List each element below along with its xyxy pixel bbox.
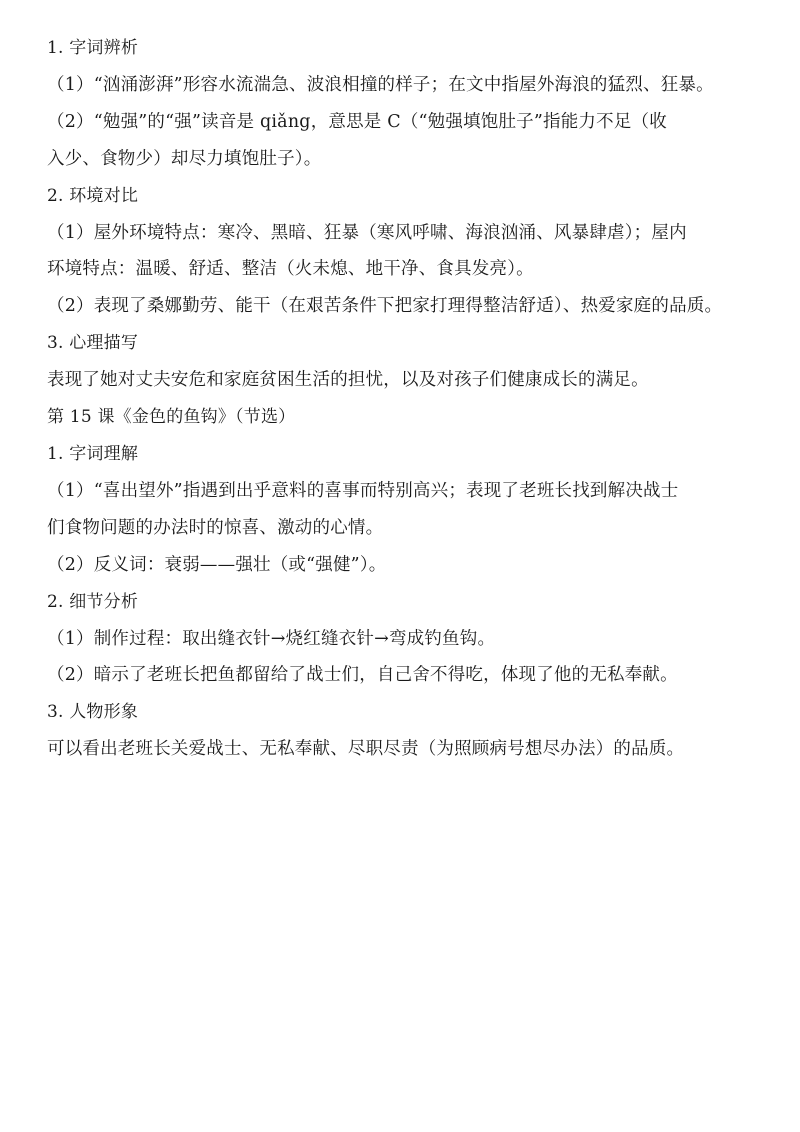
section-heading-word-analysis: 1. 字词辨析 bbox=[47, 38, 139, 58]
section-heading-detail-analysis: 2. 细节分析 bbox=[47, 591, 139, 612]
section-heading-environment-contrast: 2. 环境对比 bbox=[47, 185, 139, 206]
answer-line: 入少、食物少）却尽力填饱肚子）。 bbox=[47, 148, 322, 169]
answer-line: 表现了她对丈夫安危和家庭贫困生活的担忧，以及对孩子们健康成长的满足。 bbox=[47, 370, 649, 391]
answer-line: 环境特点：温暖、舒适、整洁（火未熄、地干净、食具发亮）。 bbox=[47, 259, 534, 280]
answer-line: （2）表现了桑娜勤劳、能干（在艰苦条件下把家打理得整洁舒适）、热爱家庭的品质。 bbox=[47, 296, 723, 317]
answer-line: （2）暗示了老班长把鱼都留给了战士们，自己舍不得吃，体现了他的无私奉献。 bbox=[47, 665, 678, 686]
section-heading-word-understanding: 1. 字词理解 bbox=[47, 443, 139, 464]
answer-line: （2）“勉强”的“强”读音是 qiǎng，意思是 C（“勉强填饱肚子”指能力不足（收 bbox=[47, 111, 667, 132]
answer-line: （1）屋外环境特点：寒冷、黑暗、狂暴（寒风呼啸、海浪汹涌、风暴肆虐）；屋内 bbox=[47, 222, 687, 243]
answer-line: （1）“汹涌澎湃”形容水流湍急、波浪相撞的样子；在文中指屋外海浪的猛烈、狂暴。 bbox=[47, 74, 714, 95]
section-heading-character-image: 3. 人物形象 bbox=[47, 702, 139, 723]
answer-line: 可以看出老班长关爱战士、无私奉献、尽职尽责（为照顾病号想尽办法）的品质。 bbox=[47, 739, 685, 760]
document-page bbox=[47, 30, 759, 768]
answer-line: 们食物问题的办法时的惊喜、激动的心情。 bbox=[47, 517, 384, 538]
answer-line: （2）反义词：衰弱——强壮（或“强健”）。 bbox=[47, 554, 387, 575]
section-heading-psychology: 3. 心理描写 bbox=[47, 333, 139, 354]
answer-line: （1）制作过程：取出缝衣针→烧红缝衣针→弯成钓鱼钩。 bbox=[47, 628, 496, 649]
lesson-title: 第 15 课《金色的鱼钩》（节选） bbox=[47, 407, 296, 428]
answer-line: （1）“喜出望外”指遇到出乎意料的喜事而特别高兴；表现了老班长找到解决战士 bbox=[47, 480, 679, 501]
